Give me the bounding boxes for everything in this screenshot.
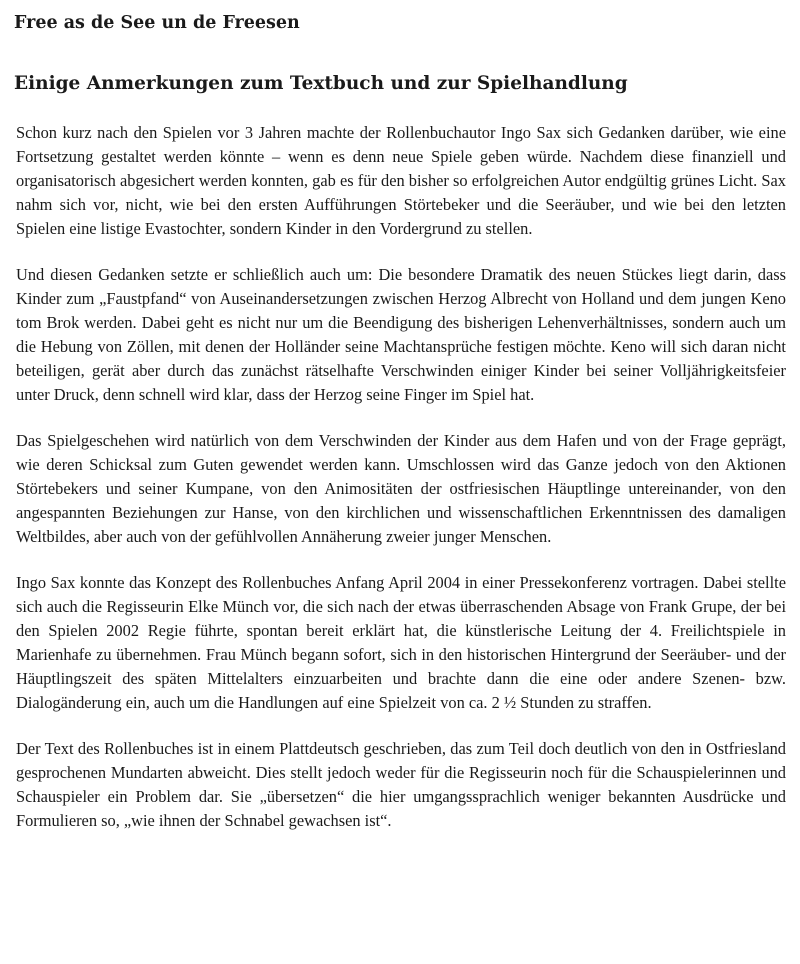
paragraph-3: Das Spielgeschehen wird natürlich von dem Verschwinden der Kinder aus dem Hafen und von der Frage geprägt, wie deren Schicksal zum Guten gewendet werden kann. Umschlossen wird das Ganze jedoch von den Aktionen Störtebekers und seiner Kumpane, von den Animositäten der ostfriesischen Häuptlinge untereinander, von den angespannten Beziehungen zur Hanse, von den kirchlichen und wissenschaftlichen Erkenntnissen des damaligen Weltbildes, aber auch von der gefühlvollen Annäherung zweier junger Menschen.: [16, 431, 786, 546]
paragraph-5: Der Text des Rollenbuches ist in einem Plattdeutsch geschrieben, das zum Teil doch deutlich von den in Ostfriesland gesprochenen Mundarten abweicht. Dies stellt jedoch weder für die Regisseurin noch für die Schauspielerinnen und Schauspieler ein Problem dar. Sie „übersetzen“ die hier umgangssprachlich weniger bekannten Ausdrücke und Formulieren so, „wie ihnen der Schnabel gewachsen ist“.: [16, 739, 786, 830]
document-body: [16, 121, 786, 833]
paragraph-4: Ingo Sax konnte das Konzept des Rollenbuches Anfang April 2004 in einer Pressekonferenz vortragen. Dabei stellte sich auch die Regisseurin Elke Münch vor, die sich nach der etwas überraschenden Absage von Frank Grupe, der bei den Spielen 2002 Regie führte, spontan bereit erklärt hat, die künstlerische Leitung der 4. Freilichtspiele in Marienhafe zu übernehmen. Frau Münch begann sofort, sich in den historischen Hintergrund der Seeräuber- und der Häuptlingszeit des späten Mittelalters einzuarbeiten und brachte dann die eine oder andere Szenen- bzw. Dialogänderung ein, auch um die Handlungen auf eine Spielzeit von ca. 2 ½ Stunden zu straffen.: [16, 573, 786, 712]
document-title: Free as de See un de Freesen: [14, 13, 300, 33]
paragraph-2: Und diesen Gedanken setzte er schließlich auch um: Die besondere Dramatik des neuen Stückes liegt darin, dass Kinder zum „Faustpfand“ von Auseinandersetzungen zwischen Herzog Albrecht von Holland und dem jungen Keno tom Brok werden. Dabei geht es nicht nur um die Beendigung des bisherigen Lehenverhältnisses, sondern auch um die Hebung von Zöllen, mit denen der Holländer seine Machtansprüche festigen möchte. Keno will sich daran nicht beteiligen, gerät aber durch das zunächst rätselhafte Verschwinden einiger Kinder bei seiner Volljährigkeitsfeier unter Druck, denn schnell wird klar, dass der Herzog seine Finger im Spiel hat.: [16, 265, 786, 404]
paragraph-1: Schon kurz nach den Spielen vor 3 Jahren machte der Rollenbuchautor Ingo Sax sich Gedanken darüber, wie eine Fortsetzung gestaltet werden könnte – wenn es denn neue Spiele geben würde. Nachdem diese finanziell und organisatorisch abgesichert werden konnten, gab es für den bisher so erfolgreichen Autor endgültig grünes Licht. Sax nahm sich vor, nicht, wie bei den ersten Aufführungen Störtebeker und die Seeräuber, und wie bei den letzten Spielen eine listige Evastochter, sondern Kinder in den Vordergrund zu stellen.: [16, 123, 786, 238]
document-subtitle: Einige Anmerkungen zum Textbuch und zur Spielhandlung: [14, 73, 628, 94]
